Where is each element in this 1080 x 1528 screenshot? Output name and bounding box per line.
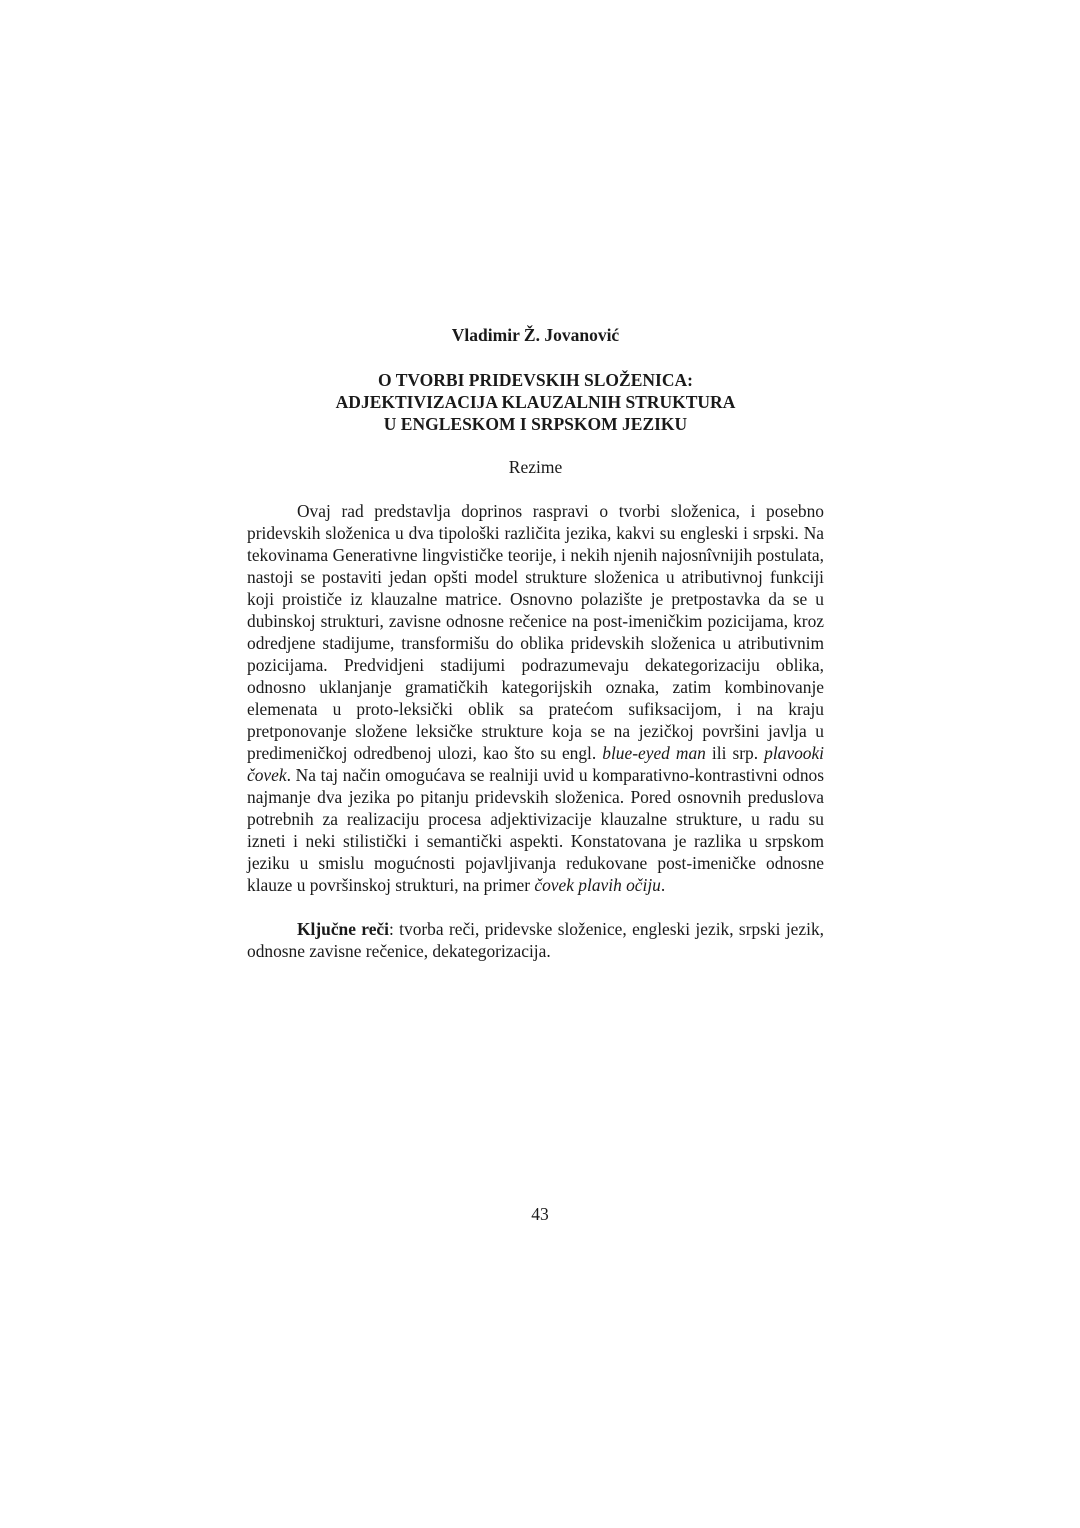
abstract-text: . bbox=[660, 875, 666, 895]
page-number: 43 bbox=[531, 1204, 549, 1224]
title-line: O TVORBI PRIDEVSKIH SLOŽENICA: bbox=[378, 370, 693, 390]
abstract-text: ili srp. bbox=[705, 743, 765, 763]
keywords-text: : tvorba reči, pridevske složenice, engleski jezik, srpski jezik, odnosne zavisne rečenice, dekategorizacija. bbox=[247, 919, 824, 961]
abstract-example-english: blue-eyed man bbox=[602, 743, 706, 763]
keywords-paragraph bbox=[247, 918, 824, 962]
title-line: ADJEKTIVIZACIJA KLAUZALNIH STRUKTURA bbox=[335, 392, 736, 412]
title-line: U ENGLESKOM I SRPSKOM JEZIKU bbox=[383, 414, 688, 434]
abstract-example-serbian: plavooki čovek bbox=[247, 743, 825, 785]
article-content bbox=[247, 322, 824, 962]
abstract-text: Ovaj rad predstavlja doprinos raspravi o tvorbi složenica, i posebno pridevskih složenica u dva tipološki različita jezika, kakvi su engleski i srpski. Na tekovinama Generativne lingvističke teorije, i nekih njenih najosnîvnijih postulata, nastoji se postaviti jedan opšti model strukture složenica u atributivnoj funkciji koji proističe iz klauzalne matrice. Osnovno polazište je pretpostavka da se u dubinskoj strukturi, zavisne odnosne rečenice na post-imeničkim pozicijama, kroz odredjene stadijume, transformišu do oblika pridevskih složenica u atributivnim pozicijama. Predvidjeni stadijumi podrazumevaju dekategorizaciju oblika, odnosno uklanjanje gramatičkih kategorijskih oznaka, zatim kombinovanje elemenata u proto-leksički oblik sa pratećom sufiksacijom, i na kraju pretponovanje složene leksičke strukture koja se na jezičkoj površini javlja u predimeničkoj odredbenoj ulozi, kao što su engl. bbox=[247, 501, 824, 763]
author-name: Vladimir Ž. Jovanović bbox=[451, 325, 620, 345]
abstract-paragraph bbox=[247, 500, 824, 896]
abstract-text: . Na taj način omogućava se realniji uvid u komparativno-kontrastivni odnos najmanje dva jezika po pitanju pridevskih složenica. Pored osnovnih preduslova potrebnih za realizaciju procesa adjektivizacije klauzalne strukture, u radu su izneti i neki stilistički i semantički aspekti. Konstatovana je razlika u srpskom jeziku u smislu mogućnosti pojavljivanja redukovane post-imeničke odnosne klauze u površinskoj strukturi, na primer bbox=[247, 765, 824, 895]
abstract-example-serbian-clause: čovek plavih očiju bbox=[534, 875, 661, 895]
keywords-label: Ključne reči bbox=[297, 919, 389, 939]
summary-heading: Rezime bbox=[508, 457, 563, 477]
article-title bbox=[247, 369, 824, 435]
